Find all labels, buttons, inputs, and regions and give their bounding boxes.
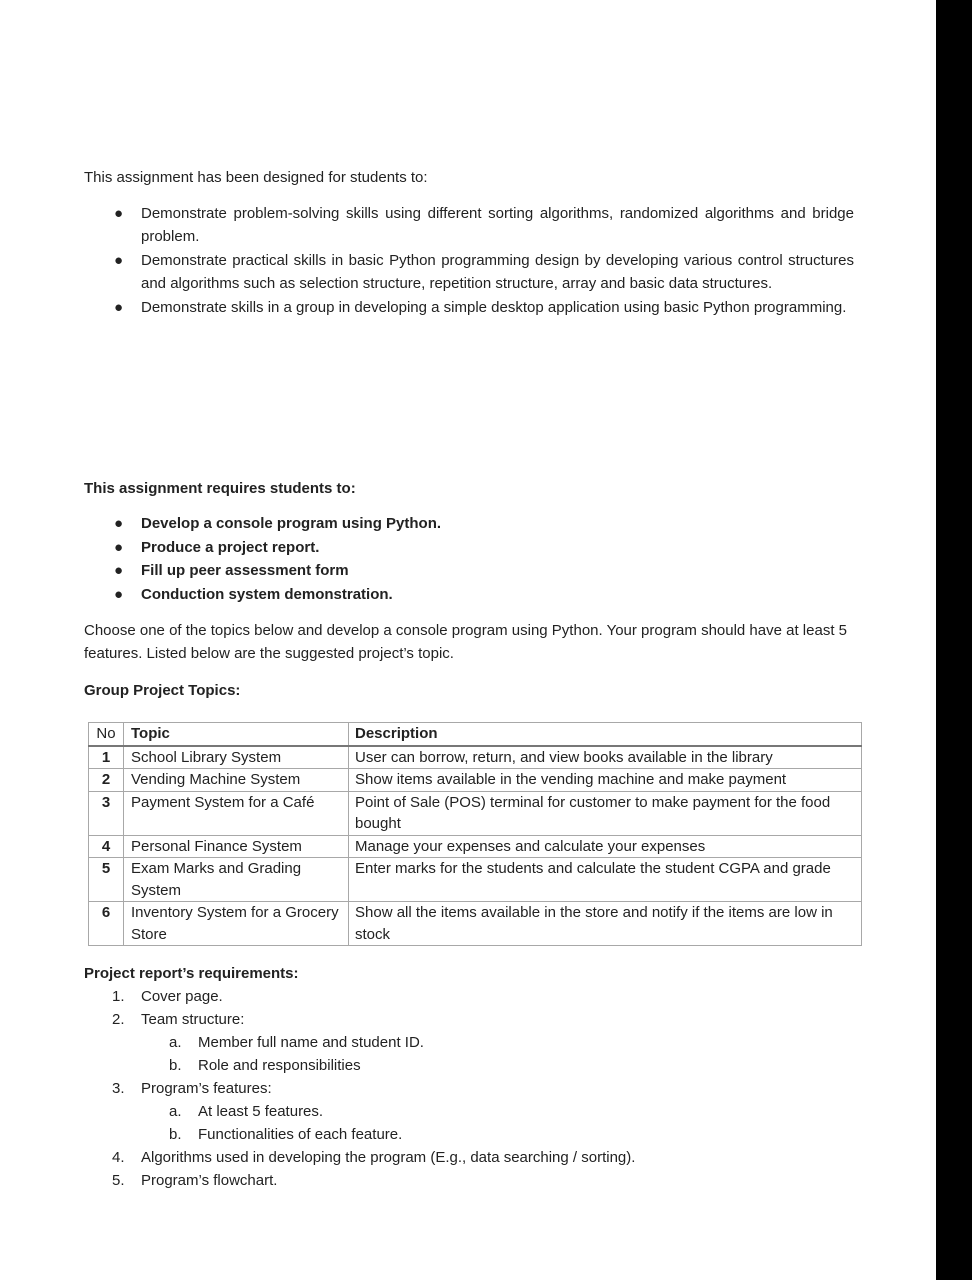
report-requirements-list [84,985,635,1192]
row-topic: Exam Marks and Grading System [124,858,349,902]
report-item-number: 3. [112,1080,125,1097]
row-topic: Payment System for a Café [124,791,349,835]
report-sublist [84,1031,635,1077]
choose-topic-text: Choose one of the topics below and develop a console program using Python. Your program should have at least 5 features. Listed below are the suggested project’s topic. [84,622,848,662]
report-item-text: Algorithms used in developing the program (E.g., data searching / sorting). [141,1149,636,1166]
requirements-intro: This assignment requires students to: [84,480,356,497]
table-row [89,746,862,769]
report-subitem-letter: a. [169,1034,182,1051]
bullet-icon: ● [114,299,124,316]
table-row [89,858,862,902]
report-subitem [84,1031,635,1054]
objectives-list [84,202,854,319]
report-subitem-letter: b. [169,1126,182,1143]
bullet-icon: ● [114,538,124,556]
row-no: 5 [89,858,124,902]
row-description: Show all the items available in the store and notify if the items are low in stock [349,902,862,946]
table-header-row [89,723,862,746]
bullet-icon: ● [114,585,124,603]
row-no: 2 [89,769,124,792]
row-description: Manage your expenses and calculate your expenses [349,835,862,858]
header-no: No [89,723,124,746]
report-subitem-text: Role and responsibilities [198,1057,361,1074]
report-item [84,985,635,1008]
row-description: Point of Sale (POS) terminal for customer to make payment for the food bought [349,791,862,835]
report-sublist [84,1100,635,1146]
row-topic: Vending Machine System [124,769,349,792]
requirement-item: ● Produce a project report. [84,536,854,560]
requirement-item: ● Conduction system demonstration. [84,583,854,607]
objective-item: ● Demonstrate problem-solving skills using different sorting algorithms, randomized algorithms and bridge problem. [84,202,854,248]
report-item-number: 1. [112,988,125,1005]
report-item [84,1146,635,1169]
report-item-number: 5. [112,1172,125,1189]
bullet-icon: ● [114,252,124,269]
screen-edge-bar [936,0,972,1280]
report-item [84,1169,635,1192]
report-subitem-letter: a. [169,1103,182,1120]
topics-heading: Group Project Topics: [84,682,241,699]
header-topic: Topic [124,723,349,746]
requirements-list [84,512,854,606]
report-item-text: Program’s features: [141,1080,272,1097]
bullet-icon: ● [114,562,124,580]
table-row [89,902,862,946]
requirement-item: ● Develop a console program using Python. [84,512,854,536]
table-row [89,835,862,858]
report-heading: Project report’s requirements: [84,965,299,982]
report-subitem-text: At least 5 features. [198,1103,324,1120]
row-description: Enter marks for the students and calculate the student CGPA and grade [349,858,862,902]
report-subitem [84,1054,635,1077]
report-item-text: Cover page. [141,988,223,1005]
requirement-item: ● Fill up peer assessment form [84,559,854,583]
row-topic: School Library System [124,746,349,769]
objective-item: ● Demonstrate skills in a group in developing a simple desktop application using basic Python programming. [84,296,854,319]
report-subitem-text: Member full name and student ID. [198,1034,424,1051]
row-topic: Personal Finance System [124,835,349,858]
row-topic: Inventory System for a Grocery Store [124,902,349,946]
row-description: User can borrow, return, and view books available in the library [349,746,862,769]
report-subitem-text: Functionalities of each feature. [198,1126,403,1143]
report-item-number: 2. [112,1011,125,1028]
table-row [89,769,862,792]
report-subitem [84,1123,635,1146]
row-no: 3 [89,791,124,835]
bullet-icon: ● [114,515,124,532]
row-description: Show items available in the vending machine and make payment [349,769,862,792]
row-no: 6 [89,902,124,946]
report-item-text: Program’s flowchart. [141,1172,278,1189]
report-item-text: Team structure: [141,1011,245,1028]
report-subitem [84,1100,635,1123]
report-item-number: 4. [112,1149,125,1166]
objective-item: ● Demonstrate practical skills in basic Python programming design by developing various control structures and algorithms such as selection structure, repetition structure, array and basic data structures. [84,249,854,295]
table-row [89,791,862,835]
report-subitem-letter: b. [169,1057,182,1074]
topics-table [88,722,862,946]
report-item [84,1008,635,1077]
bullet-icon: ● [114,205,124,222]
objectives-intro: This assignment has been designed for students to: [84,169,428,186]
report-item [84,1077,635,1146]
row-no: 1 [89,746,124,769]
row-no: 4 [89,835,124,858]
header-description: Description [349,723,862,746]
